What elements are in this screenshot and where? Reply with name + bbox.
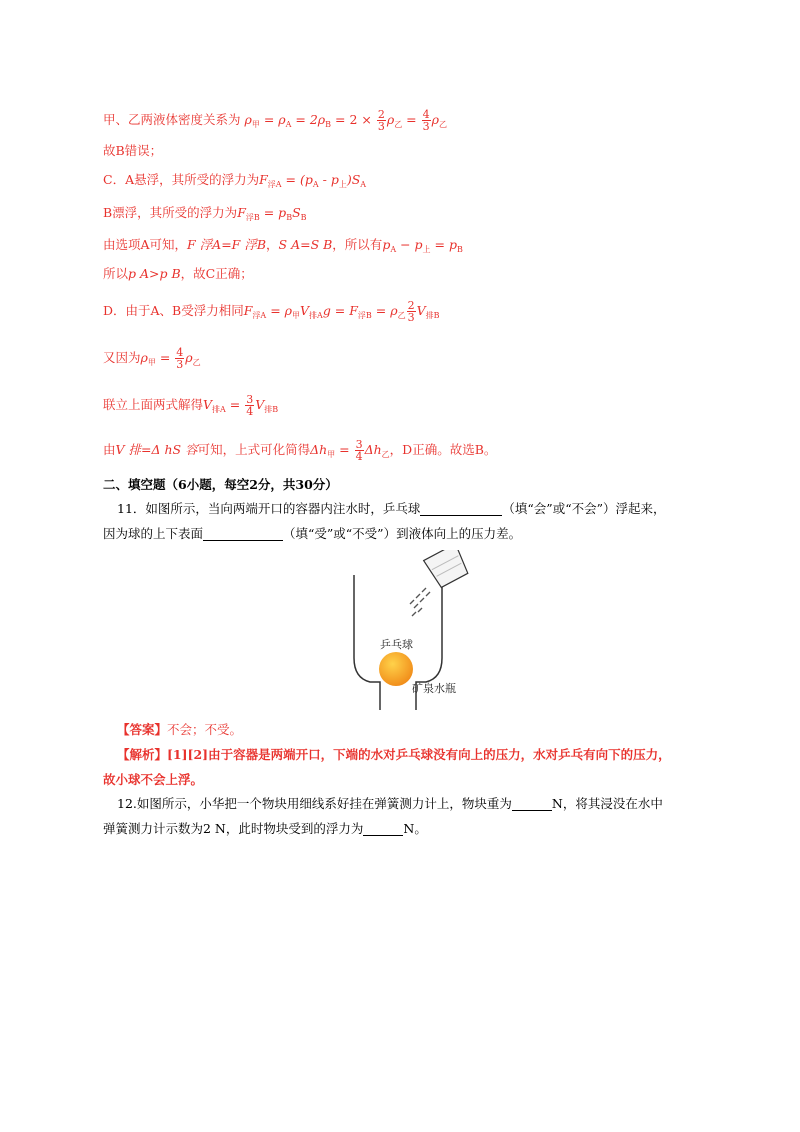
ball-label: 乒乓球 [380,638,413,651]
text: 因为球的上下表面 [103,526,204,541]
numerator: 3 [355,438,363,451]
subscript: 排A [309,311,323,320]
math: = p [430,237,457,252]
math: S [292,205,301,220]
math: = [335,442,354,457]
math: ρ [140,350,148,365]
math: F [237,205,246,220]
math: ρ [185,350,193,365]
fraction [422,109,431,132]
text: C．A悬浮，其所受的浮力为 [103,172,260,187]
math: Δh [364,442,382,457]
solution-line-density [103,109,447,134]
subscript: 排B [264,405,279,414]
math: V [300,303,310,318]
analysis-line-2: 故小球不会上浮。 [103,772,204,787]
text: 弹簧测力计示数为2 N，此时物块受到的浮力为 [103,821,364,836]
analysis-line-1 [117,746,671,764]
math: = [225,397,245,412]
math: V [255,397,265,412]
subscript: 甲 [147,358,156,367]
analysis-label: 【解析】 [117,747,168,762]
answer-blank [512,797,552,811]
fraction [377,109,386,132]
subscript: B [300,213,307,222]
math: - p [318,172,339,187]
answer-text: 不会；不受。 [167,722,243,737]
text: 12.如图所示，小华把一个物块用细线系好挂在弹簧测力计上，物块重为 [117,796,512,811]
subscript: 浮B [245,213,260,222]
math: F [259,172,268,187]
denominator: 3 [176,358,184,371]
text: （填“受”或“不受”）到液体向上的压力差。 [283,526,522,541]
subscript: 乙 [192,358,201,367]
math: F 浮A=F 浮B [187,237,267,252]
analysis-text: [1][2]由于容器是两端开口，下端的水对乒乓球没有向上的压力，水对乒乓有向下的压力， [167,747,671,762]
denominator: 4 [246,405,254,418]
subscript: 甲 [292,311,300,320]
math: )S [346,172,361,187]
text: ，所以有 [332,237,383,252]
math: = ρ [259,112,286,127]
fraction [245,394,254,417]
subscript: 乙 [381,450,390,459]
denominator: 3 [422,120,430,133]
answer-blank [203,527,283,541]
text: 由 [103,442,116,457]
subscript: 乙 [438,120,447,129]
question-11-line-1 [117,500,665,518]
text: ，D正确。故选B。 [389,442,497,457]
math: Δh [310,442,328,457]
math: V 排=Δ hS 容 [115,442,198,457]
subscript: 乙 [397,311,406,320]
math: V [416,303,426,318]
subscript: 浮A [267,180,282,189]
fraction [407,300,416,323]
subscript: 上 [422,245,431,254]
numerator: 3 [246,393,254,406]
solution-line-b-float [103,204,307,227]
math: = ρ [371,303,398,318]
math: g = F [322,303,358,318]
answer-blank [420,502,502,516]
subscript: B [325,120,332,129]
subscript: 甲 [251,120,260,129]
container-figure [340,550,500,715]
solution-line-option-a [103,236,463,259]
beaker-icon [424,550,471,589]
denominator: 4 [355,450,363,463]
math: F [243,303,253,318]
solution-line-also [103,347,201,372]
subscript: A [390,245,397,254]
denominator: 3 [377,120,385,133]
numerator: 4 [176,346,184,359]
text: N。 [403,821,427,836]
text: B漂浮，其所受的浮力为 [103,205,238,220]
ping-pong-ball [379,652,413,686]
solution-line-combine [103,394,278,419]
subscript: 排B [425,311,440,320]
question-12-line-2 [103,820,427,838]
text: 联立上面两式解得 [103,397,204,412]
solution-line-c-correct [103,265,253,283]
subscript: 浮B [357,311,372,320]
math: = 2 × [331,112,376,127]
text: 可知，上式可化简得 [197,442,311,457]
bottle-label: 矿泉水瓶 [412,682,456,695]
math: S A=S B [278,237,333,252]
math: ρ [431,112,439,127]
solution-line-c-suspend [103,171,366,194]
container-left-wall [354,575,380,710]
math: = ρ [266,303,292,318]
math: = p [259,205,287,220]
answer-line [117,721,242,739]
subscript: A [285,120,292,129]
solution-line-b-wrong: 故B错误； [103,143,163,158]
math: p [382,237,391,252]
section-heading: 二、填空题（6小题，每空2分，共30分） [103,477,338,492]
question-12-line-1 [117,795,663,813]
subscript: 浮A [252,311,267,320]
text: （填“会”或“不会”）浮起来， [502,501,666,516]
subscript: 排A [212,405,226,414]
subscript: 甲 [327,450,336,459]
solution-line-d [103,300,440,325]
water-stream [410,588,430,616]
math: p A>p B [128,266,181,281]
text: N，将其浸没在水中 [551,796,663,811]
math: ρ [244,112,252,127]
text: 又因为 [103,350,141,365]
answer-blank [363,822,403,836]
math: V [203,397,213,412]
answer-label: 【答案】 [117,722,168,737]
subscript: B [456,245,463,254]
fraction [175,347,184,370]
numerator: 4 [422,108,430,121]
text: ， [266,237,279,252]
text: 所以 [103,266,129,281]
text: D．由于A、B受浮力相同 [103,303,244,318]
text: ，故C正确； [180,266,253,281]
text: 由选项A可知， [103,237,188,252]
subscript: 乙 [394,120,403,129]
math: = 2ρ [291,112,326,127]
numerator: 2 [407,299,415,312]
text: 11．如图所示，当向两端开口的容器内注水时，乒乓球 [117,501,421,516]
subscript: A [312,180,319,189]
question-11-line-2 [103,525,521,543]
math: = (p [281,172,313,187]
math: = [402,112,421,127]
math: ρ [386,112,395,127]
text: 甲、乙两液体密度关系为 [103,112,241,127]
fraction [355,439,364,462]
numerator: 2 [377,108,385,121]
subscript: 上 [338,180,347,189]
solution-line-conclusion [103,439,496,464]
subscript: A [360,180,367,189]
math: = [155,350,175,365]
denominator: 3 [407,311,415,324]
math: − p [396,237,423,252]
subscript: B [286,213,293,222]
